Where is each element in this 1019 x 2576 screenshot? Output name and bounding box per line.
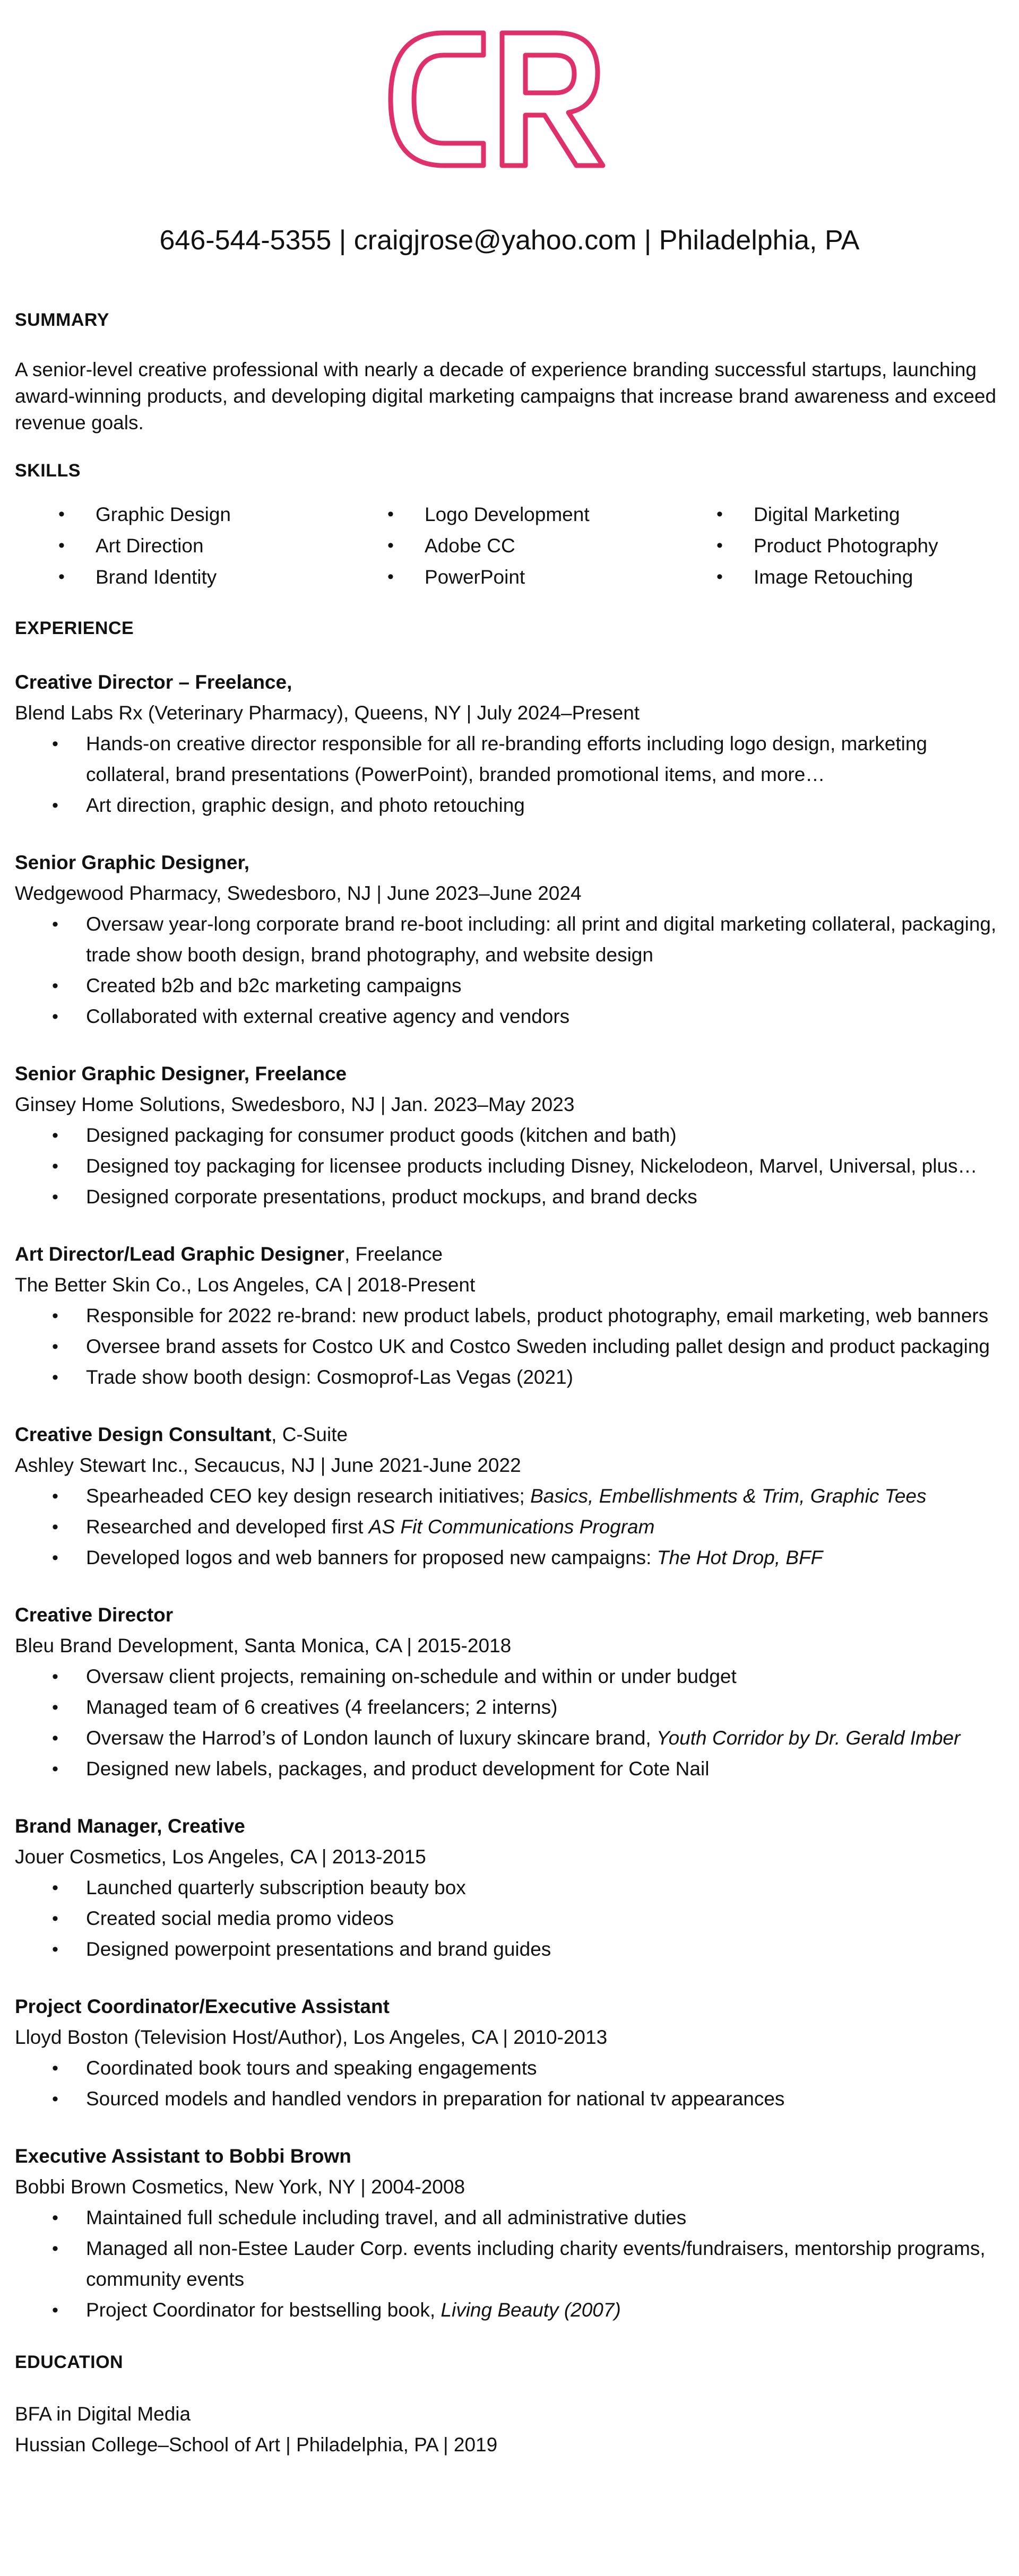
job-bullet: • Hands-on creative director responsible for all re-branding efforts including logo design, marketing collateral, brand presentations (PowerPoint), branded promotional items, and more… (15, 728, 1003, 790)
job-org: Ginsey Home Solutions, Swedesboro, NJ | Jan. 2023–May 2023 (15, 1094, 575, 1115)
job-entry (15, 1059, 1003, 1212)
skills-column-2 (344, 499, 673, 593)
job-bullet: • Designed toy packaging for licensee products including Disney, Nickelodeon, Marvel, Universal, plus… (15, 1151, 1003, 1182)
job-bullet: • Trade show booth design: Cosmoprof-Las Vegas (2021) (15, 1362, 1003, 1393)
job-bullet: • Managed team of 6 creatives (4 freelancers; 2 interns) (15, 1692, 1003, 1723)
job-org: Lloyd Boston (Television Host/Author), Los Angeles, CA | 2010-2013 (15, 2026, 608, 2048)
skills-heading: SKILLS (15, 461, 81, 481)
job-org: Bleu Brand Development, Santa Monica, CA | 2015-2018 (15, 1635, 512, 1656)
job-bullet: • Created social media promo videos (15, 1903, 1003, 1934)
job-bullets (15, 2202, 1003, 2326)
job-entry (15, 1239, 1003, 1393)
education-heading: EDUCATION (15, 2352, 124, 2372)
job-title: Project Coordinator/Executive Assistant (15, 1996, 390, 2017)
job-org: Ashley Stewart Inc., Secaucus, NJ | June 2021-June 2022 (15, 1454, 521, 1476)
job-entry (15, 1419, 1003, 1573)
job-bullets (15, 1300, 1003, 1393)
job-entry (15, 667, 1003, 821)
job-title: Senior Graphic Designer, Freelance (15, 1063, 347, 1085)
job-entry (15, 1600, 1003, 1784)
skill-item: • Product Photography (673, 530, 1002, 561)
job-org: Blend Labs Rx (Veterinary Pharmacy), Queens, NY | July 2024–Present (15, 702, 640, 724)
job-bullets (15, 1661, 1003, 1784)
education-entry (15, 2399, 1003, 2460)
job-bullet: • Collaborated with external creative agency and vendors (15, 1001, 1003, 1032)
job-title: Executive Assistant to Bobbi Brown (15, 2145, 351, 2167)
job-bullet: • Oversee brand assets for Costco UK and Costco Sweden including pallet design and product packaging (15, 1331, 1003, 1362)
job-bullet: • Developed logos and web banners for proposed new campaigns: The Hot Drop, BFF (15, 1542, 1003, 1573)
cr-monogram-logo (369, 12, 619, 187)
job-title: Creative Director (15, 1604, 174, 1626)
job-bullet: • Responsible for 2022 re-brand: new product labels, product photography, email marketing, web banners (15, 1300, 1003, 1331)
job-bullets (15, 2053, 1003, 2114)
skill-item: • PowerPoint (344, 561, 673, 593)
job-bullets (15, 909, 1003, 1032)
job-title: Senior Graphic Designer, (15, 852, 250, 873)
job-bullet: • Created b2b and b2c marketing campaigns (15, 970, 1003, 1001)
job-bullet: • Maintained full schedule including travel, and all administrative duties (15, 2202, 1003, 2233)
job-bullet: • Designed new labels, packages, and product development for Cote Nail (15, 1754, 1003, 1784)
job-bullet: • Designed corporate presentations, product mockups, and brand decks (15, 1182, 1003, 1212)
job-org: The Better Skin Co., Los Angeles, CA | 2018-Present (15, 1274, 476, 1296)
job-bullets (15, 1872, 1003, 1965)
job-bullet: • Designed powerpoint presentations and brand guides (15, 1934, 1003, 1965)
resume-content (15, 308, 1003, 2460)
skill-item: • Image Retouching (673, 561, 1002, 593)
job-bullets (15, 728, 1003, 821)
job-title: Creative Design Consultant, C-Suite (15, 1424, 348, 1445)
job-bullet: • Spearheaded CEO key design research initiatives; Basics, Embellishments & Trim, Graphic Tees (15, 1481, 1003, 1512)
job-bullet: • Oversaw client projects, remaining on-schedule and within or under budget (15, 1661, 1003, 1692)
job-bullets (15, 1120, 1003, 1212)
job-bullets (15, 1481, 1003, 1573)
skill-item: • Art Direction (15, 530, 344, 561)
job-entry (15, 2141, 1003, 2326)
skill-item: • Adobe CC (344, 530, 673, 561)
job-bullet: • Oversaw year-long corporate brand re-boot including: all print and digital marketing collateral, packaging, trade show booth design, brand photography, and website design (15, 909, 1003, 970)
job-bullet: • Launched quarterly subscription beauty box (15, 1872, 1003, 1903)
job-bullet: • Coordinated book tours and speaking engagements (15, 2053, 1003, 2084)
job-bullet: • Art direction, graphic design, and photo retouching (15, 790, 1003, 821)
skills-column-1 (15, 499, 344, 593)
job-org: Jouer Cosmetics, Los Angeles, CA | 2013-2015 (15, 1846, 426, 1868)
job-org: Wedgewood Pharmacy, Swedesboro, NJ | June 2023–June 2024 (15, 882, 582, 904)
job-org: Bobbi Brown Cosmetics, New York, NY | 2004-2008 (15, 2176, 465, 2198)
job-entry (15, 1811, 1003, 1965)
skills-column-3 (673, 499, 1002, 593)
job-bullet: • Researched and developed first AS Fit Communications Program (15, 1512, 1003, 1542)
summary-heading: SUMMARY (15, 310, 109, 330)
job-title: Art Director/Lead Graphic Designer, Freelance (15, 1243, 443, 1265)
summary-text: A senior-level creative professional with nearly a decade of experience branding successful startups, launching award-winning products, and developing digital marketing campaigns that increase brand awareness and exceed revenue goals. (15, 359, 997, 433)
skill-item: • Graphic Design (15, 499, 344, 530)
skill-item: • Brand Identity (15, 561, 344, 593)
job-bullet: • Managed all non-Estee Lauder Corp. events including charity events/fundraisers, mentorship programs, community events (15, 2233, 1003, 2295)
education-school: Hussian College–School of Art | Philadelphia, PA | 2019 (15, 2434, 498, 2456)
skills-grid (15, 499, 1003, 593)
contact-line: 646-544-5355 | craigjrose@yahoo.com | Philadelphia, PA (159, 225, 860, 256)
job-bullet: • Designed packaging for consumer product goods (kitchen and bath) (15, 1120, 1003, 1151)
job-title: Creative Director – Freelance, (15, 671, 292, 693)
job-bullet: • Project Coordinator for bestselling book, Living Beauty (2007) (15, 2295, 1003, 2326)
skill-item: • Logo Development (344, 499, 673, 530)
job-title: Brand Manager, Creative (15, 1815, 245, 1837)
job-entry (15, 1991, 1003, 2114)
job-bullet: • Oversaw the Harrod’s of London launch of luxury skincare brand, Youth Corridor by Dr. Gerald Imber (15, 1723, 1003, 1754)
education-degree: BFA in Digital Media (15, 2403, 191, 2425)
job-bullet: • Sourced models and handled vendors in preparation for national tv appearances (15, 2084, 1003, 2114)
experience-heading: EXPERIENCE (15, 618, 134, 638)
job-entry (15, 847, 1003, 1032)
skill-item: • Digital Marketing (673, 499, 1002, 530)
